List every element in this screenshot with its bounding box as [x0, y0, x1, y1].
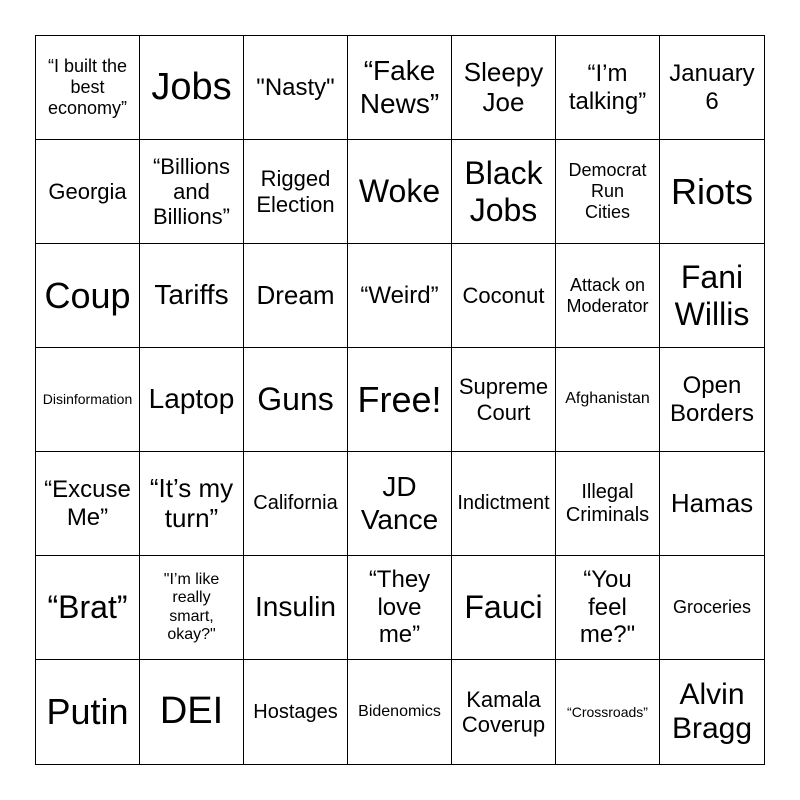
bingo-cell[interactable]: Coconut — [452, 244, 556, 348]
bingo-cell[interactable]: “I built the best economy” — [36, 36, 140, 140]
bingo-card-grid — [35, 35, 765, 765]
bingo-cell[interactable]: Jobs — [140, 36, 244, 140]
bingo-cell[interactable]: Hostages — [244, 660, 348, 764]
bingo-cell[interactable]: Free! — [348, 348, 452, 452]
bingo-cell[interactable]: Indictment — [452, 452, 556, 556]
bingo-cell[interactable]: “Billions and Billions” — [140, 140, 244, 244]
bingo-cell[interactable]: “Fake News” — [348, 36, 452, 140]
bingo-cell[interactable]: Coup — [36, 244, 140, 348]
bingo-cell[interactable]: “It’s my turn” — [140, 452, 244, 556]
bingo-cell[interactable]: Hamas — [660, 452, 764, 556]
bingo-cell[interactable]: Disinformation — [36, 348, 140, 452]
bingo-cell[interactable]: Fani Willis — [660, 244, 764, 348]
bingo-cell[interactable]: "I’m like really smart, okay?" — [140, 556, 244, 660]
bingo-cell[interactable]: Dream — [244, 244, 348, 348]
bingo-cell[interactable]: “Crossroads” — [556, 660, 660, 764]
bingo-cell[interactable]: Insulin — [244, 556, 348, 660]
bingo-cell[interactable]: Kamala Coverup — [452, 660, 556, 764]
bingo-cell[interactable]: Illegal Criminals — [556, 452, 660, 556]
bingo-cell[interactable]: Putin — [36, 660, 140, 764]
bingo-cell[interactable]: January 6 — [660, 36, 764, 140]
bingo-cell[interactable]: “Weird” — [348, 244, 452, 348]
bingo-cell[interactable]: “You feel me?" — [556, 556, 660, 660]
bingo-cell[interactable]: Rigged Election — [244, 140, 348, 244]
bingo-cell[interactable]: “Excuse Me” — [36, 452, 140, 556]
bingo-cell[interactable]: Tariffs — [140, 244, 244, 348]
bingo-cell[interactable]: Woke — [348, 140, 452, 244]
bingo-cell[interactable]: Guns — [244, 348, 348, 452]
bingo-cell[interactable]: Democrat Run Cities — [556, 140, 660, 244]
bingo-cell[interactable]: Riots — [660, 140, 764, 244]
bingo-cell[interactable]: “I’m talking” — [556, 36, 660, 140]
bingo-cell[interactable]: Attack on Moderator — [556, 244, 660, 348]
bingo-cell[interactable]: Afghanistan — [556, 348, 660, 452]
bingo-cell[interactable]: Sleepy Joe — [452, 36, 556, 140]
bingo-cell[interactable]: Supreme Court — [452, 348, 556, 452]
bingo-cell[interactable]: Fauci — [452, 556, 556, 660]
bingo-cell[interactable]: “They love me” — [348, 556, 452, 660]
bingo-cell[interactable]: Black Jobs — [452, 140, 556, 244]
bingo-cell[interactable]: "Nasty" — [244, 36, 348, 140]
bingo-cell[interactable]: JD Vance — [348, 452, 452, 556]
bingo-cell[interactable]: Bidenomics — [348, 660, 452, 764]
bingo-cell[interactable]: Georgia — [36, 140, 140, 244]
bingo-cell[interactable]: DEI — [140, 660, 244, 764]
bingo-cell[interactable]: “Brat” — [36, 556, 140, 660]
bingo-cell[interactable]: Open Borders — [660, 348, 764, 452]
bingo-cell[interactable]: Alvin Bragg — [671, 677, 753, 745]
bingo-cell[interactable]: California — [244, 452, 348, 556]
bingo-cell[interactable]: Laptop — [140, 348, 244, 452]
bingo-cell[interactable]: Groceries — [660, 556, 764, 660]
